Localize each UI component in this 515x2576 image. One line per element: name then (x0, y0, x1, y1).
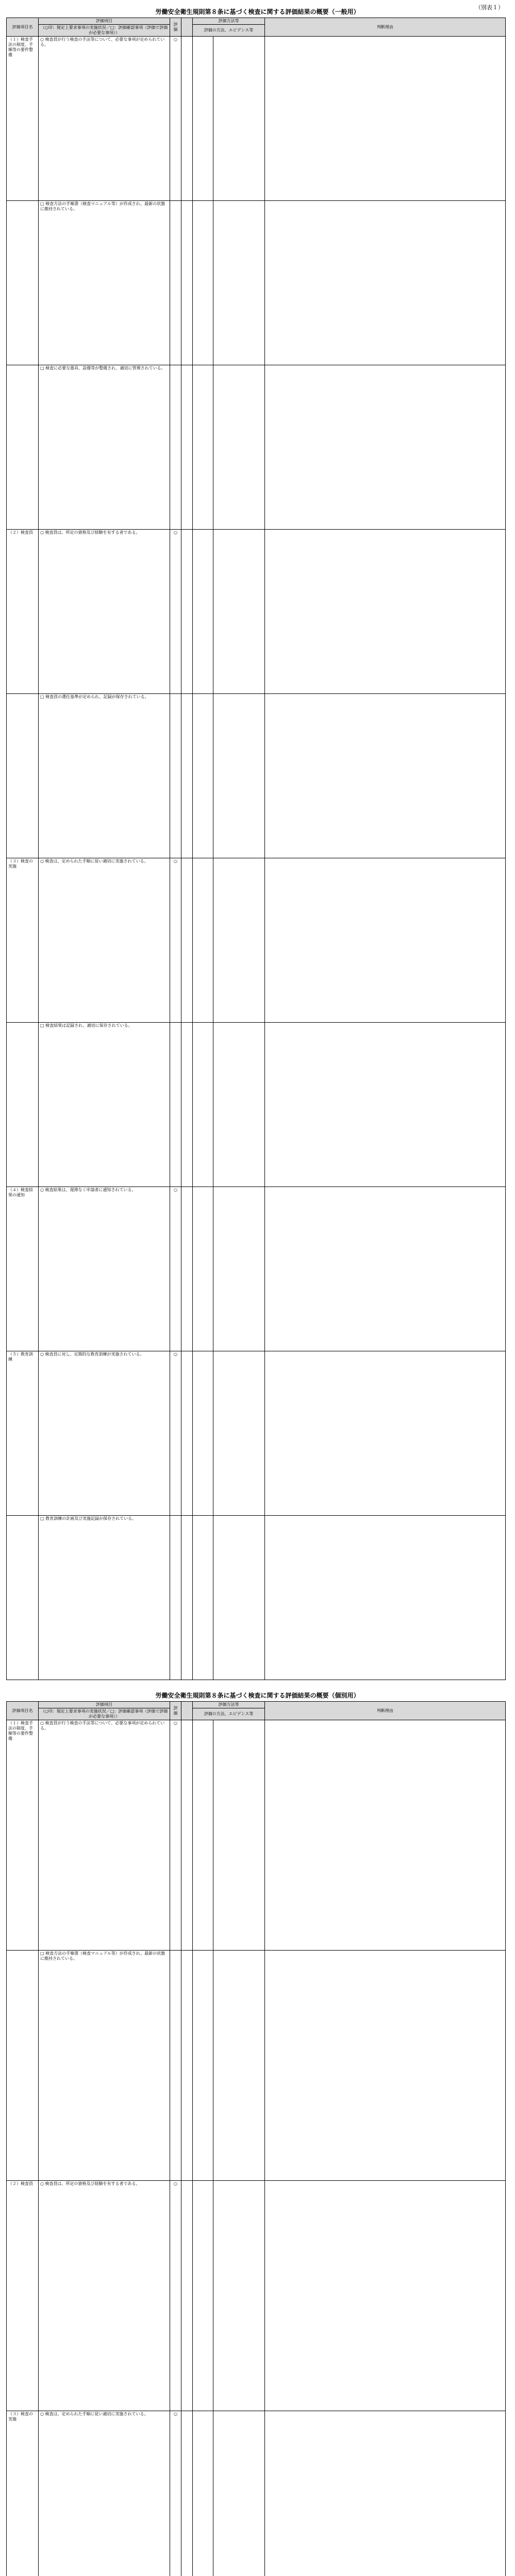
row-note-cell (265, 530, 506, 694)
row-evidence-cell (213, 858, 265, 1023)
section-2-title: 労働安全衛生規則第８条に基づく検査に関する評価結果の概要（個別用） (155, 1692, 360, 1699)
row-criterion: ○ 検査結果は、遅滞なく申請者に通知されている。 (39, 1187, 170, 1351)
table-row (7, 1951, 506, 2181)
header-content: 評価項目 (39, 1702, 170, 1708)
row-category: （１）検査手法の制度、手順等の要件整備 (7, 37, 39, 201)
row-method-cell (193, 858, 213, 1023)
row-note-cell (265, 858, 506, 1023)
header-content-sub: （○印：規定上要求事項の実施状況／□：評価確認事項（評価で評価が必要な事項）） (39, 1708, 170, 1720)
row-criterion: ○ 検査は、定められた手順に従い適切に実施されている。 (39, 2411, 170, 2576)
row-category (7, 1516, 39, 1680)
header-method: 評価方法等 (193, 18, 265, 25)
row-result-mark: ○ (170, 858, 181, 1023)
row-result-mark: ○ (170, 2181, 181, 2411)
header-content-sub: （○印：規定上要求事項の実施状況／□：評価確認事項（評価で評価が必要な事項）） (39, 25, 170, 37)
row-method-cell (193, 1023, 213, 1187)
header-note: 判断理由 (265, 18, 506, 37)
row-result-mark: ○ (170, 530, 181, 694)
row-evidence-cell (213, 1023, 265, 1187)
row-note-cell (265, 201, 506, 365)
row-method-cell (193, 2411, 213, 2576)
row-note-cell (265, 1351, 506, 1516)
table-row (7, 37, 506, 201)
row-criterion: ○ 検査は、定められた手順に従い適切に実施されている。 (39, 858, 170, 1023)
header-blank (181, 1702, 193, 1720)
table-body (7, 1720, 506, 2576)
row-blank-cell (181, 201, 193, 365)
row-result-mark: ○ (170, 1187, 181, 1351)
document-tag: （別表１） (475, 4, 504, 11)
table-row (7, 1516, 506, 1680)
section-1-title: 労働安全衛生規則第８条に基づく検査に関する評価結果の概要（一般用） (155, 8, 360, 15)
row-criterion: ○ 検査員は、所定の資格及び経験を有する者である。 (39, 530, 170, 694)
row-note-cell (265, 694, 506, 858)
row-blank-cell (181, 37, 193, 201)
row-method-cell (193, 2181, 213, 2411)
row-blank-cell (181, 2181, 193, 2411)
row-blank-cell (181, 1351, 193, 1516)
row-blank-cell (181, 2411, 193, 2576)
row-category: （３）検査の実施 (7, 858, 39, 1023)
row-blank-cell (181, 1023, 193, 1187)
header-item: 評価項目名 (7, 1702, 39, 1720)
row-criterion: □ 検査結果は記録され、適切に保存されている。 (39, 1023, 170, 1187)
table-row (7, 1351, 506, 1516)
row-category (7, 365, 39, 530)
row-result-mark: ○ (170, 37, 181, 201)
header-note: 判断理由 (265, 1702, 506, 1720)
header-method: 評価方法等 (193, 1702, 265, 1708)
row-evidence-cell (213, 1351, 265, 1516)
header-result: 評価 (170, 18, 181, 37)
header-item: 評価項目名 (7, 18, 39, 37)
row-note-cell (265, 2411, 506, 2576)
row-method-cell (193, 1351, 213, 1516)
row-method-cell (193, 365, 213, 530)
row-category: （２）検査員 (7, 2181, 39, 2411)
row-category (7, 694, 39, 858)
row-evidence-cell (213, 1516, 265, 1680)
row-note-cell (265, 2181, 506, 2411)
row-note-cell (265, 1023, 506, 1187)
row-blank-cell (181, 1720, 193, 1951)
row-note-cell (265, 1720, 506, 1951)
row-category (7, 1951, 39, 2181)
row-result-mark (170, 694, 181, 858)
row-result-mark: ○ (170, 1720, 181, 1951)
row-result-mark: ○ (170, 2411, 181, 2576)
table-row (7, 1187, 506, 1351)
row-category: （２）検査員 (7, 530, 39, 694)
table-row (7, 530, 506, 694)
row-evidence-cell (213, 530, 265, 694)
row-criterion: □ 検査員の選任基準が定められ、記録が保存されている。 (39, 694, 170, 858)
row-criterion: ○ 検査員は、所定の資格及び経験を有する者である。 (39, 2181, 170, 2411)
row-result-mark (170, 1023, 181, 1187)
row-evidence-cell (213, 2411, 265, 2576)
header-method-sub: 評価の方法、エビデンス等 (193, 25, 265, 37)
table-body (7, 37, 506, 1680)
row-result-mark (170, 365, 181, 530)
row-evidence-cell (213, 201, 265, 365)
row-blank-cell (181, 530, 193, 694)
row-evidence-cell (213, 1187, 265, 1351)
row-criterion: □ 検査方法の手順書（検査マニュアル等）が作成され、最新の状態に維持されている。 (39, 201, 170, 365)
row-category: （４）検査結果の通知 (7, 1187, 39, 1351)
row-method-cell (193, 530, 213, 694)
table-row (7, 201, 506, 365)
row-method-cell (193, 1951, 213, 2181)
row-evidence-cell (213, 365, 265, 530)
header-blank (181, 18, 193, 37)
row-note-cell (265, 1951, 506, 2181)
row-method-cell (193, 1516, 213, 1680)
table-row (7, 858, 506, 1023)
row-result-mark (170, 201, 181, 365)
row-note-cell (265, 365, 506, 530)
table-row (7, 2411, 506, 2576)
row-method-cell (193, 1187, 213, 1351)
row-evidence-cell (213, 1720, 265, 1951)
header-method-sub: 評価の方法、エビデンス等 (193, 1708, 265, 1720)
row-category: （５）教育訓練 (7, 1351, 39, 1516)
row-method-cell (193, 1720, 213, 1951)
table-row (7, 694, 506, 858)
row-note-cell (265, 37, 506, 201)
row-blank-cell (181, 1516, 193, 1680)
row-blank-cell (181, 1951, 193, 2181)
row-blank-cell (181, 858, 193, 1023)
row-note-cell (265, 1187, 506, 1351)
evaluation-table-individual (6, 1701, 506, 2576)
table-row (7, 1023, 506, 1187)
row-category (7, 201, 39, 365)
row-criterion: ○ 検査員に対し、定期的な教育訓練が実施されている。 (39, 1351, 170, 1516)
row-result-mark (170, 1516, 181, 1680)
row-evidence-cell (213, 2181, 265, 2411)
row-criterion: ○ 検査員が行う検査の手法等について、必要な事項が定められている。 (39, 37, 170, 201)
row-evidence-cell (213, 1951, 265, 2181)
row-result-mark: ○ (170, 1351, 181, 1516)
row-category: （３）検査の実施 (7, 2411, 39, 2576)
row-method-cell (193, 37, 213, 201)
table-row (7, 365, 506, 530)
row-criterion: □ 教育訓練の計画及び実施記録が保存されている。 (39, 1516, 170, 1680)
row-blank-cell (181, 1187, 193, 1351)
row-result-mark (170, 1951, 181, 2181)
header-content: 評価項目 (39, 18, 170, 25)
row-note-cell (265, 1516, 506, 1680)
evaluation-table-general (6, 18, 506, 1680)
row-category: （１）検査手法の制度、手順等の要件整備 (7, 1720, 39, 1951)
row-evidence-cell (213, 37, 265, 201)
row-criterion: □ 検査に必要な器具、設備等が整備され、適切に管理されている。 (39, 365, 170, 530)
row-criterion: □ 検査方法の手順書（検査マニュアル等）が作成され、最新の状態に維持されている。 (39, 1951, 170, 2181)
table-row (7, 1720, 506, 1951)
row-evidence-cell (213, 694, 265, 858)
row-method-cell (193, 694, 213, 858)
row-criterion: ○ 検査員が行う検査の手法等について、必要な事項が定められている。 (39, 1720, 170, 1951)
row-method-cell (193, 201, 213, 365)
header-result: 評価 (170, 1702, 181, 1720)
row-blank-cell (181, 694, 193, 858)
row-blank-cell (181, 365, 193, 530)
table-row (7, 2181, 506, 2411)
row-category (7, 1023, 39, 1187)
